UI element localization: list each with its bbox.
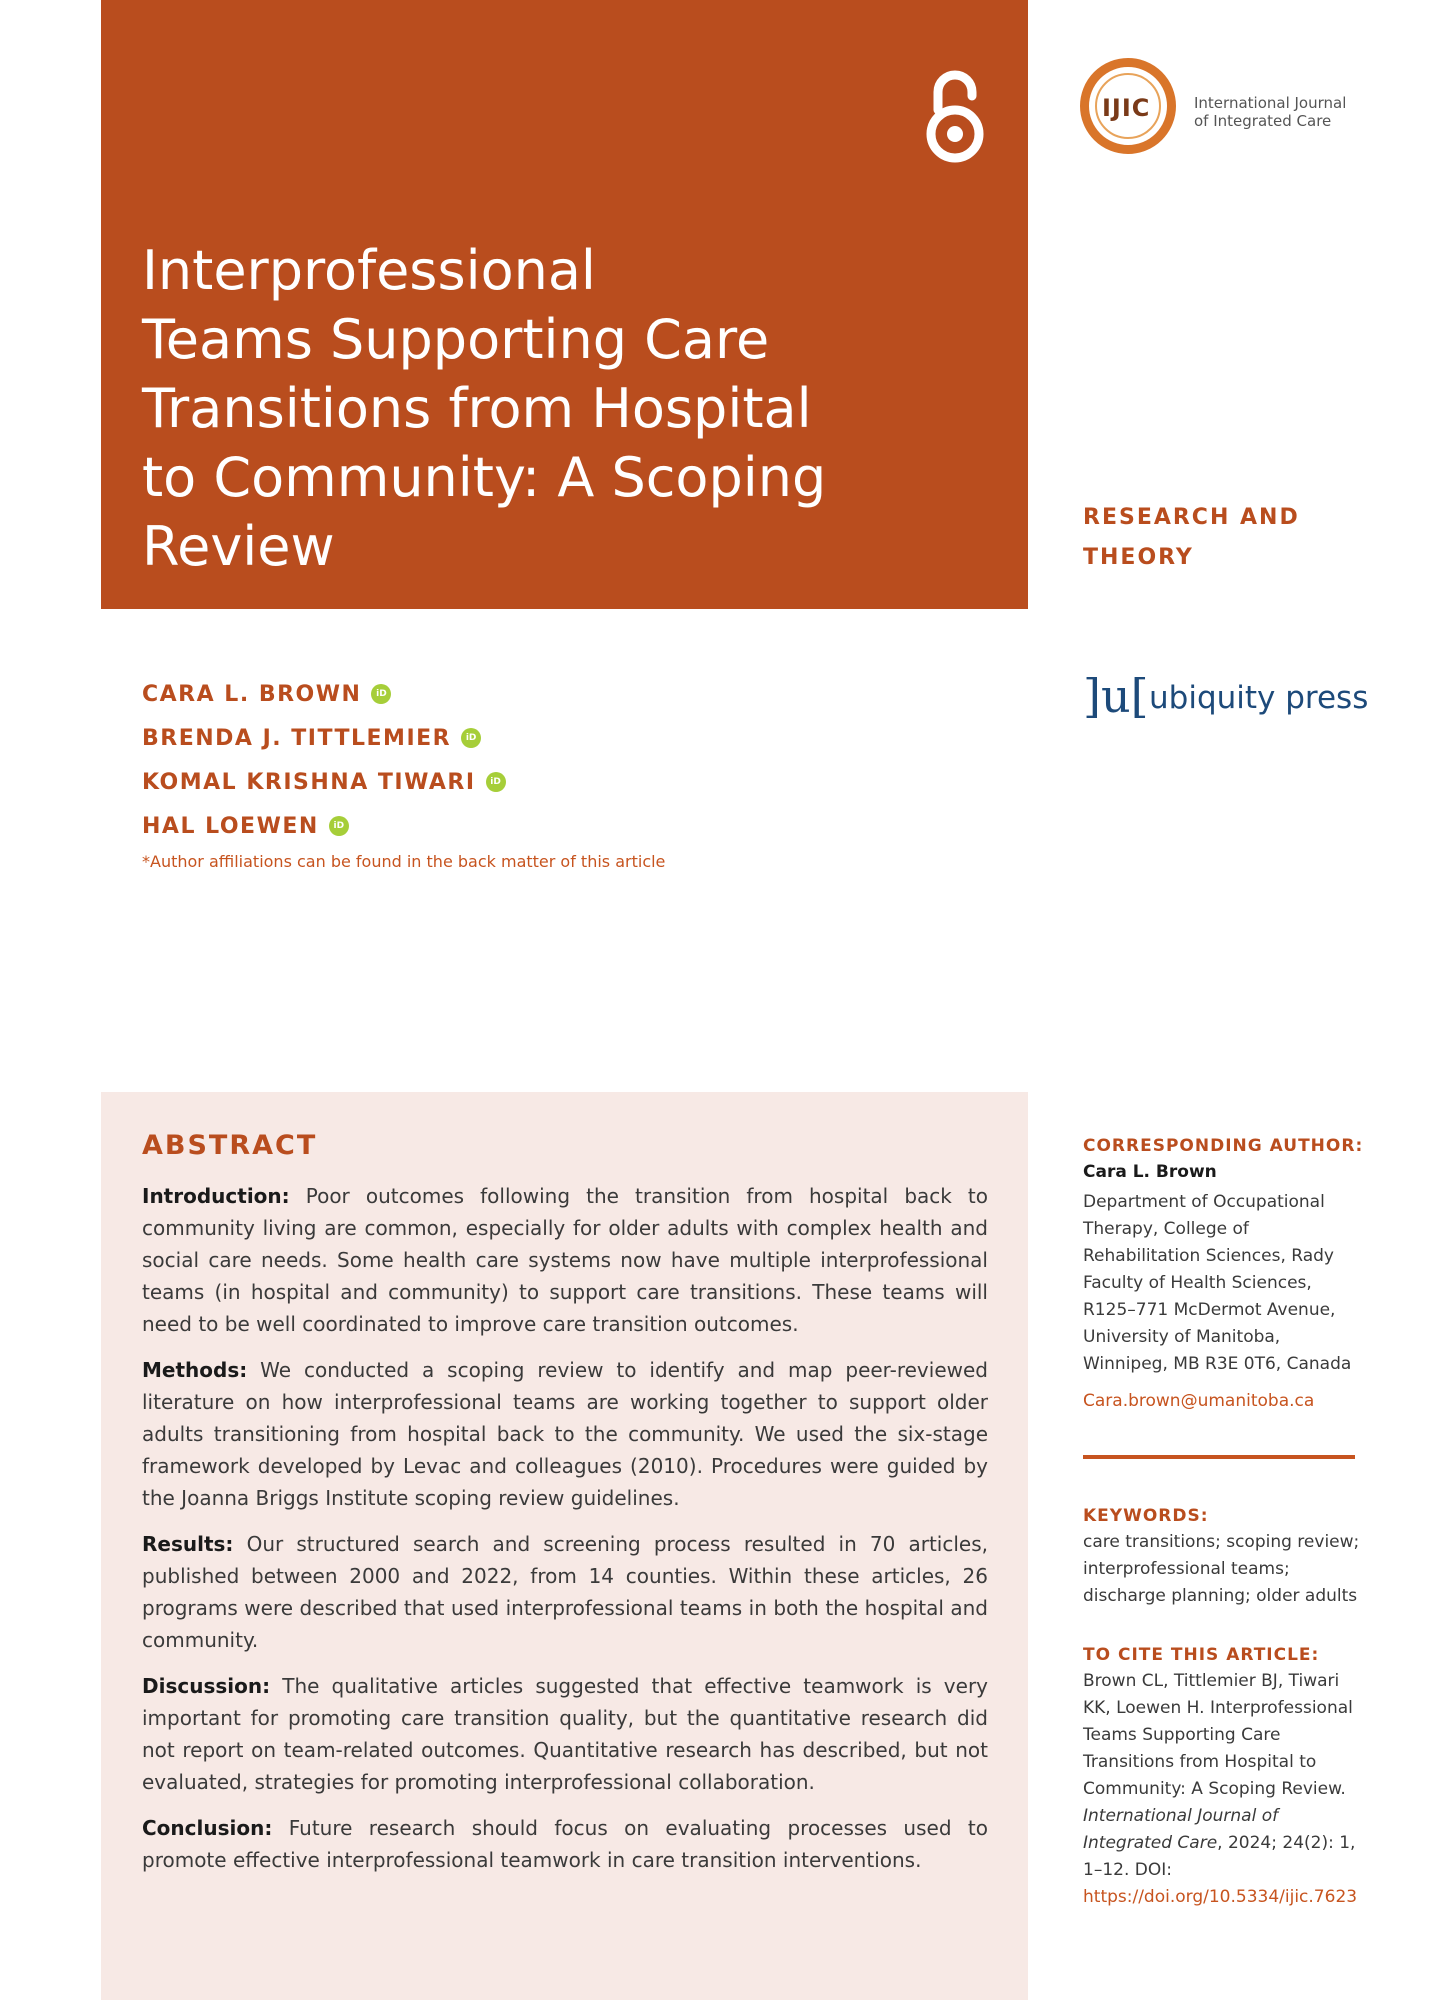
abstract-heading: ABSTRACT — [142, 1130, 318, 1161]
journal-name — [1194, 94, 1394, 130]
journal-name-line: International Journal — [1194, 94, 1347, 112]
publisher-name: ubiquity press — [1149, 680, 1369, 716]
title-line: Interprofessional — [142, 239, 596, 302]
title-line: Review — [142, 515, 335, 578]
section-text: Our structured search and screening process resulted in 70 articles, published between 2000 and 2022, from 14 counties. Within these articles, 26 programs were described that used interprofessional teams in both the hospital and community. — [142, 1532, 988, 1652]
citation-body: Brown CL, Tittlemier BJ, Tiwari KK, Loewen H. Interprofessional Teams Supporting Care Transitions from Hospital to Community: A Scoping Review. — [1083, 1671, 1353, 1799]
article-title — [142, 236, 842, 581]
affiliation-note: *Author affiliations can be found in the back matter of this article — [142, 852, 666, 871]
publisher-logo-icon: ]u[ — [1083, 669, 1149, 723]
open-access-icon — [922, 66, 988, 166]
citation-volume: , 2024; 24(2): 1, 1–12. DOI: — [1083, 1833, 1356, 1880]
corresponding-email-link[interactable]: Cara.brown@umanitoba.ca — [1083, 1391, 1315, 1411]
article-type-line: RESEARCH AND — [1083, 505, 1300, 530]
orcid-icon[interactable]: iD — [371, 684, 391, 704]
corresponding-address: Department of Occupational Therapy, College of Rehabilitation Sciences, Rady Faculty of Health Sciences, R125–771 McDermot Avenue, University of Manitoba, Winnipeg, MB R3E 0T6, Canada — [1083, 1192, 1352, 1374]
abstract-body — [142, 1180, 988, 1890]
orcid-icon[interactable]: iD — [461, 728, 481, 748]
journal-abbrev: IJIC — [1102, 94, 1151, 122]
title-line: Transitions from Hospital — [142, 377, 812, 440]
abstract-conclusion — [142, 1812, 988, 1876]
sidebar — [1083, 1133, 1368, 1911]
section-text: We conducted a scoping review to identify and map peer-reviewed literature on how interprofessional teams are working together to support older adults transitioning from hospital back to the community. We used the six-stage framework developed by Levac and colleagues (2010). Procedures were guided by the Joanna Briggs Institute scoping review guidelines. — [142, 1358, 988, 1510]
author-name: CARA L. BROWN — [142, 681, 362, 707]
section-text: Future research should focus on evaluating processes used to promote effective interprofessional teamwork in care transition interventions. — [142, 1816, 988, 1872]
author-name: BRENDA J. TITTLEMIER — [142, 725, 452, 751]
spacer — [1083, 1610, 1368, 1642]
author-name: KOMAL KRISHNA TIWARI — [142, 769, 476, 795]
author-item — [142, 760, 742, 804]
keywords-text: care transitions; scoping review; interprofessional teams; discharge planning; older adults — [1083, 1532, 1360, 1606]
publisher-logo — [1083, 668, 1383, 728]
corresponding-name: Cara L. Brown — [1083, 1162, 1217, 1182]
section-label: Results: — [142, 1532, 234, 1556]
corresponding-heading: CORRESPONDING AUTHOR: — [1083, 1136, 1364, 1156]
orcid-icon[interactable]: iD — [486, 772, 506, 792]
abstract-introduction — [142, 1180, 988, 1340]
article-type-line: THEORY — [1083, 545, 1194, 570]
journal-logo — [1080, 58, 1380, 170]
abstract-results — [142, 1528, 988, 1656]
section-label: Methods: — [142, 1358, 248, 1382]
section-label: Discussion: — [142, 1674, 271, 1698]
keywords-heading: KEYWORDS: — [1083, 1506, 1209, 1526]
doi-link[interactable]: https://doi.org/10.5334/ijic.7623 — [1083, 1887, 1358, 1907]
author-item — [142, 716, 742, 760]
abstract-methods — [142, 1354, 988, 1514]
citation-journal: International Journal of Integrated Care — [1083, 1806, 1279, 1853]
author-item — [142, 672, 742, 716]
section-label: Conclusion: — [142, 1816, 273, 1840]
author-list — [142, 672, 742, 848]
title-line: Teams Supporting Care — [142, 308, 770, 371]
article-type — [1083, 498, 1323, 578]
cite-heading: TO CITE THIS ARTICLE: — [1083, 1645, 1320, 1665]
section-text: Poor outcomes following the transition from hospital back to community living are common, especially for older adults with complex health and social care needs. Some health care systems now have multiple interprofessional teams (in hospital and community) to support care transitions. These teams will need to be well coordinated to improve care transition outcomes. — [142, 1184, 988, 1336]
author-item — [142, 804, 742, 848]
section-label: Introduction: — [142, 1184, 290, 1208]
section-divider — [1083, 1455, 1355, 1459]
journal-name-line: of Integrated Care — [1194, 112, 1332, 130]
abstract-discussion — [142, 1670, 988, 1798]
orcid-icon[interactable]: iD — [329, 816, 349, 836]
section-text: The qualitative articles suggested that effective teamwork is very important for promoting care transition quality, but the quantitative research did not report on team-related outcomes. Quantitative research has described, but not evaluated, strategies for promoting interprofessional collaboration. — [142, 1674, 988, 1794]
citation-text — [1083, 1668, 1368, 1884]
author-name: HAL LOEWEN — [142, 813, 319, 839]
title-line: to Community: A Scoping — [142, 446, 827, 509]
